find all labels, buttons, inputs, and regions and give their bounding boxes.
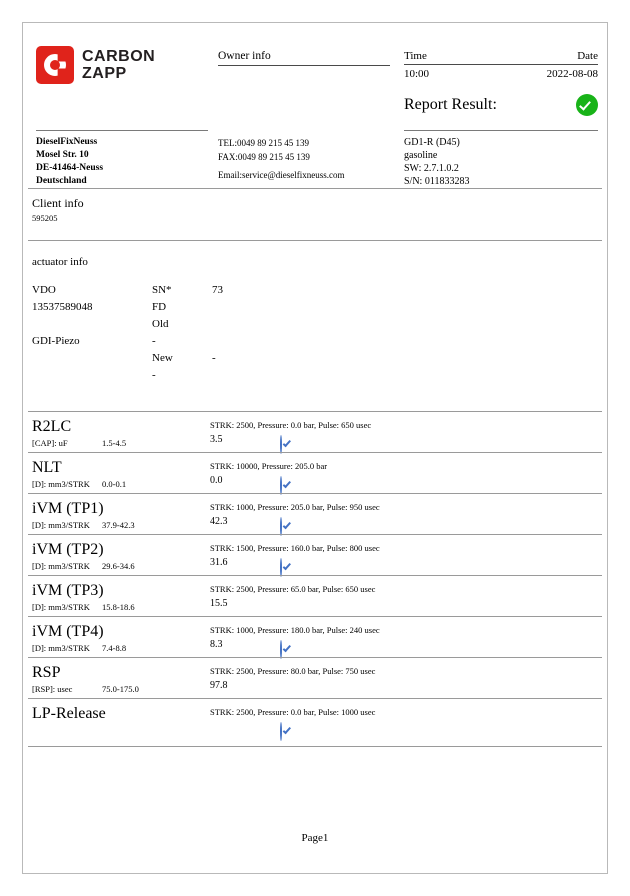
- test-range: 37.9-42.3: [102, 520, 135, 530]
- test-parameters: STRK: 2500, Pressure: 0.0 bar, Pulse: 1000 usec: [210, 707, 376, 717]
- divider-above-actuator: [28, 240, 602, 241]
- client-info-label: Client info: [32, 196, 84, 210]
- test-name: NLT: [32, 459, 62, 476]
- owner-info-block: [218, 50, 390, 66]
- date-value: 2022-08-08: [546, 68, 598, 80]
- report-header: [28, 36, 602, 186]
- test-unit: [RSP]: usec: [32, 684, 73, 694]
- table-row: [28, 534, 602, 575]
- client-info-block: [32, 196, 592, 223]
- test-value: 8.3: [210, 639, 223, 650]
- test-parameters: STRK: 10000, Pressure: 205.0 bar: [210, 461, 328, 471]
- test-unit: [D]: mm3/STRK: [32, 520, 90, 530]
- report-result-pass-icon: [576, 94, 598, 116]
- logo-line-2: ZAPP: [82, 65, 127, 82]
- table-row: [28, 657, 602, 698]
- actuator-cell: [32, 367, 152, 384]
- device-software-version: SW: 2.7.1.0.2: [404, 163, 459, 174]
- test-value: 31.6: [210, 557, 228, 568]
- actuator-cell: FD: [152, 301, 167, 313]
- company-street: Mosel Str. 10: [36, 150, 89, 160]
- actuator-column-3: [212, 282, 332, 384]
- actuator-cell: -: [152, 335, 156, 347]
- test-value: 42.3: [210, 516, 228, 527]
- actuator-cell: -: [212, 352, 216, 364]
- test-unit: [D]: mm3/STRK: [32, 561, 90, 571]
- table-row: [28, 411, 602, 452]
- company-address: [36, 136, 216, 188]
- company-postal-city: DE-41464-Neuss: [36, 163, 104, 173]
- report-result-label: Report Result:: [404, 96, 497, 113]
- table-row: [28, 493, 602, 534]
- page-footer: [28, 832, 602, 844]
- time-value: 10:00: [404, 68, 430, 80]
- test-unit: [CAP]: uF: [32, 438, 68, 448]
- actuator-cell: 73: [212, 284, 223, 296]
- owner-info-label: Owner info: [218, 50, 271, 62]
- test-value: 0.0: [210, 475, 223, 486]
- test-unit: [D]: mm3/STRK: [32, 479, 90, 489]
- test-value: 3.5: [210, 434, 223, 445]
- test-range: 15.8-18.6: [102, 602, 135, 612]
- device-fuel: gasoline: [404, 150, 438, 161]
- test-parameters: STRK: 2500, Pressure: 0.0 bar, Pulse: 650 usec: [210, 420, 372, 430]
- actuator-cell: Old: [152, 318, 169, 330]
- test-value: 15.5: [210, 598, 228, 609]
- table-row: [28, 452, 602, 493]
- test-unit: [D]: mm3/STRK: [32, 643, 90, 653]
- test-name: iVM (TP2): [32, 541, 104, 558]
- actuator-cell: [212, 367, 332, 384]
- header-divider-left: [36, 130, 208, 131]
- test-parameters: STRK: 2500, Pressure: 65.0 bar, Pulse: 650 usec: [210, 584, 376, 594]
- test-name: R2LC: [32, 418, 72, 435]
- test-name: iVM (TP1): [32, 500, 104, 517]
- device-model: GD1-R (D45): [404, 137, 460, 148]
- test-range: 7.4-8.8: [102, 643, 127, 653]
- table-row: [28, 616, 602, 657]
- company-tel: TEL:0049 89 215 45 139: [218, 138, 309, 148]
- device-serial-number: S/N: 011833283: [404, 176, 470, 187]
- test-parameters: STRK: 1000, Pressure: 205.0 bar, Pulse: 950 usec: [210, 502, 380, 512]
- test-parameters: STRK: 1500, Pressure: 160.0 bar, Pulse: 800 usec: [210, 543, 380, 553]
- test-name: iVM (TP4): [32, 623, 104, 640]
- time-date-block: [404, 50, 598, 80]
- divider-below-tests: [28, 746, 602, 747]
- test-range: 1.5-4.5: [102, 438, 127, 448]
- client-info-value: 595205: [32, 213, 58, 223]
- actuator-cell: VDO: [32, 284, 56, 296]
- actuator-cell: -: [152, 369, 156, 381]
- test-name: iVM (TP3): [32, 582, 104, 599]
- test-results-table: [28, 411, 602, 739]
- logo-text: [82, 48, 155, 82]
- header-divider-right: [404, 130, 598, 131]
- test-parameters: STRK: 2500, Pressure: 80.0 bar, Pulse: 750 usec: [210, 666, 376, 676]
- actuator-cell: GDI-Piezo: [32, 335, 80, 347]
- test-name: LP-Release: [32, 705, 106, 722]
- actuator-cell: [212, 333, 332, 350]
- test-range: 29.6-34.6: [102, 561, 135, 571]
- carbon-zapp-logo-icon: [36, 46, 74, 84]
- test-range: 0.0-0.1: [102, 479, 127, 489]
- test-value: 97.8: [210, 680, 228, 691]
- company-contact: [218, 136, 398, 182]
- owner-info-rule: [218, 65, 390, 66]
- actuator-cell: [212, 316, 332, 333]
- test-range: 75.0-175.0: [102, 684, 139, 694]
- actuator-info-label: actuator info: [32, 256, 88, 268]
- time-label: Time: [404, 50, 427, 62]
- report-result-block: [404, 94, 598, 116]
- actuator-column-1: [32, 282, 152, 384]
- test-unit: [D]: mm3/STRK: [32, 602, 90, 612]
- actuator-column-2: [152, 282, 212, 384]
- table-row: [28, 575, 602, 616]
- table-row: [28, 698, 602, 739]
- test-name: RSP: [32, 664, 61, 681]
- actuator-cell: SN*: [152, 284, 172, 296]
- divider-above-client: [28, 188, 602, 189]
- date-label: Date: [577, 50, 598, 62]
- page-number: Page1: [301, 832, 329, 844]
- company-fax: FAX:0049 89 215 45 139: [218, 152, 310, 162]
- company-email: Email:service@dieselfixneuss.com: [218, 170, 345, 180]
- actuator-cell: [32, 316, 152, 333]
- test-status-icon: [280, 723, 282, 741]
- actuator-cell: [32, 350, 152, 367]
- company-name: DieselFixNeuss: [36, 137, 98, 147]
- device-info: [404, 136, 598, 188]
- test-parameters: STRK: 1000, Pressure: 180.0 bar, Pulse: 240 usec: [210, 625, 380, 635]
- actuator-cell: [212, 299, 332, 316]
- company-country: Deutschland: [36, 176, 87, 186]
- actuator-cell: 13537589048: [32, 301, 93, 313]
- logo-line-1: CARBON: [82, 48, 156, 65]
- actuator-cell: New: [152, 352, 173, 364]
- company-logo: [36, 44, 206, 86]
